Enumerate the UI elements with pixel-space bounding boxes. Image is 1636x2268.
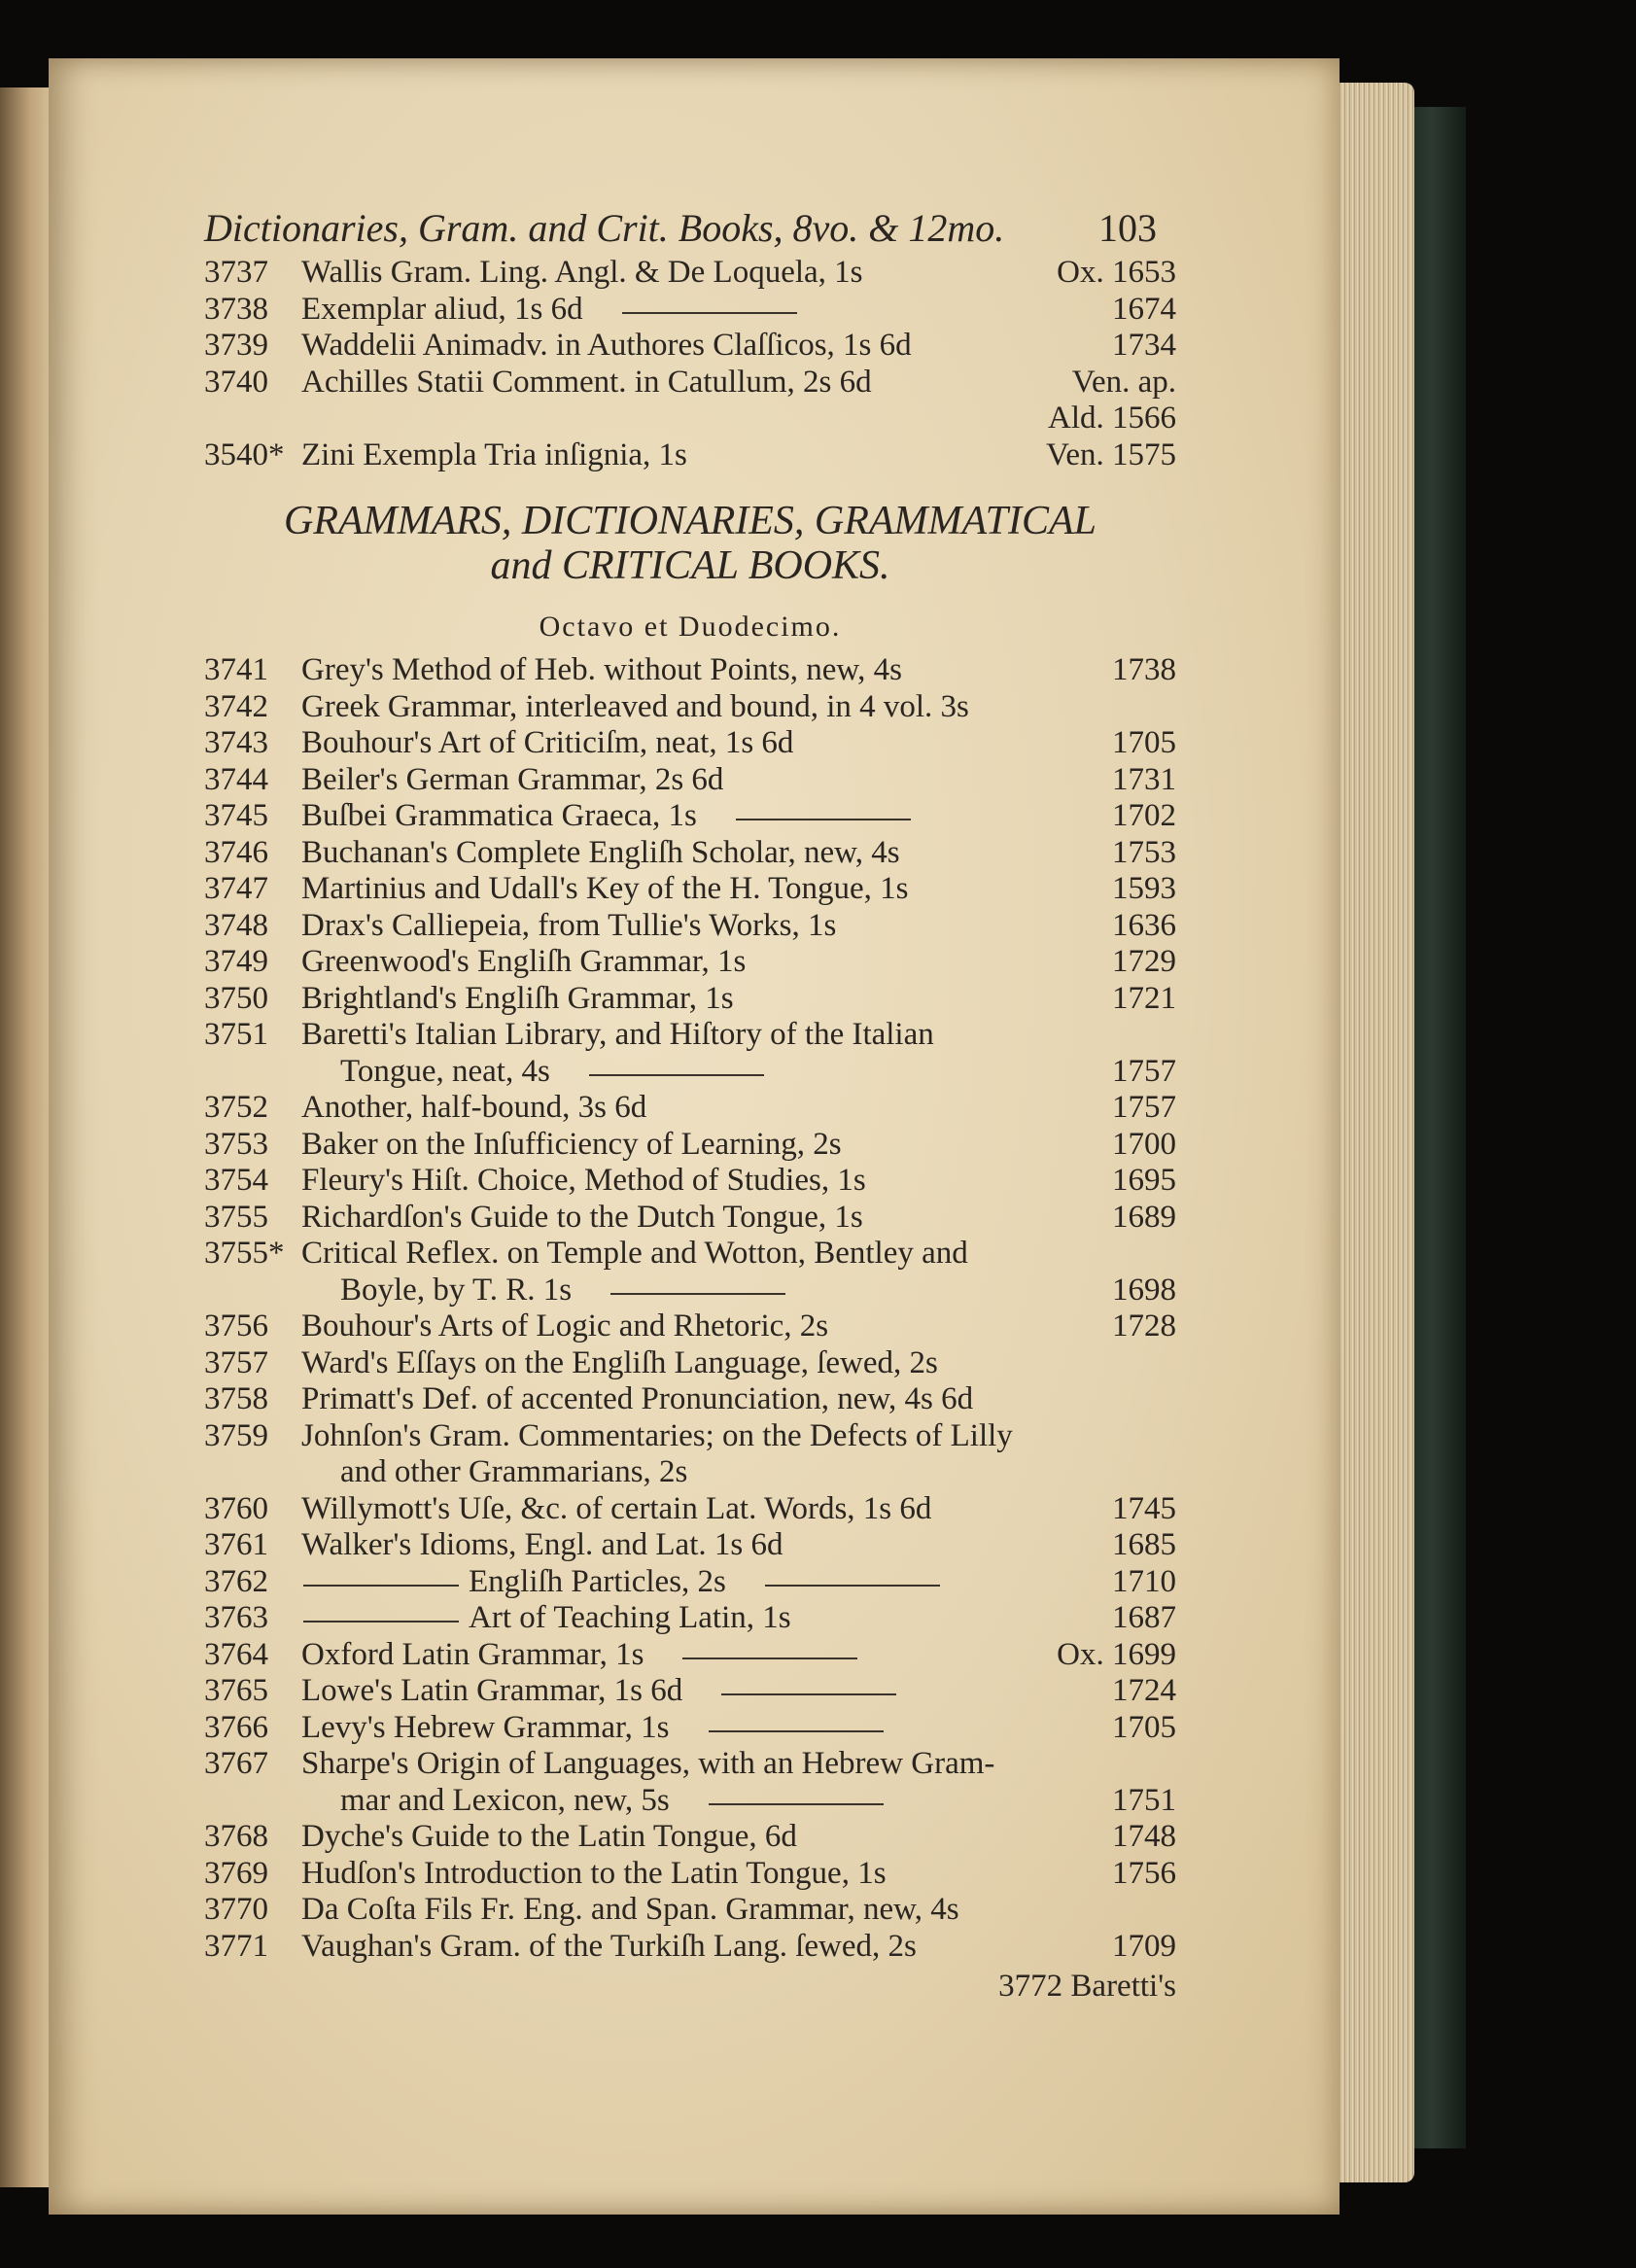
section-heading: [204, 499, 1176, 588]
entry-number: 3746: [204, 834, 268, 870]
catalogue-entry: [204, 1054, 1176, 1091]
entry-title: Critical Reflex. on Temple and Wotton, Bentley and: [301, 1236, 968, 1271]
catalogue-entry: [204, 762, 1176, 799]
catalogue-entry: [204, 1892, 1176, 1929]
entry-title: Oxford Latin Grammar, 1s: [301, 1636, 644, 1672]
ditto-rule: [709, 1730, 884, 1732]
entry-date: 1700: [1112, 1126, 1176, 1162]
catalogue-entry: [204, 292, 1176, 329]
catalogue-entry: [204, 1929, 1176, 1966]
entry-title: Primatt's Def. of accented Pronunciation, new, 4s 6d: [301, 1381, 974, 1416]
catalogue-entry: [204, 689, 1176, 726]
entry-date: 1753: [1112, 834, 1176, 870]
ditto-rule: [765, 1585, 940, 1587]
entry-number: 3745: [204, 798, 268, 833]
entry-number: 3765: [204, 1673, 268, 1708]
entry-number: 3749: [204, 944, 268, 979]
leader-rule: [303, 1585, 459, 1587]
entry-number: 3739: [204, 328, 268, 363]
entry-date: 1724: [1112, 1673, 1176, 1708]
catalogue-entry: [204, 1163, 1176, 1200]
entry-number: 3743: [204, 725, 268, 760]
entry-title: Art of Teaching Latin, 1s: [469, 1600, 791, 1635]
entry-date: 1636: [1112, 907, 1176, 943]
catalogue-entry: [204, 1491, 1176, 1528]
entry-number: 3760: [204, 1490, 268, 1526]
catalogue-entry: [204, 1127, 1176, 1164]
catalogue-entry: [204, 255, 1176, 292]
entry-date: 1748: [1112, 1819, 1176, 1854]
ditto-rule: [736, 819, 911, 820]
catalogue-entry: [204, 1236, 1176, 1273]
entry-date: 1710: [1112, 1563, 1176, 1599]
entry-number: 3755: [204, 1199, 268, 1235]
entry-number: 3540*: [204, 436, 285, 472]
entry-title: Another, half-bound, 3s 6d: [301, 1090, 647, 1125]
entry-date: 1738: [1112, 652, 1176, 687]
catalogue-entry: [204, 1819, 1176, 1856]
catchword: 3772 Baretti's: [998, 1969, 1176, 2004]
catalogue-entry: [204, 1090, 1176, 1127]
entry-date: 1757: [1112, 1090, 1176, 1125]
entry-title: Baretti's Italian Library, and Hiſtory of the Italian: [301, 1017, 934, 1052]
entry-title: Achilles Statii Comment. in Catullum, 2s 6d: [301, 364, 872, 400]
catalogue-entry: [204, 1673, 1176, 1710]
book-cover: [1408, 107, 1466, 2148]
catalogue-entry: [204, 1381, 1176, 1418]
entry-title: Bouhour's Arts of Logic and Rhetoric, 2s: [301, 1308, 829, 1343]
entry-date: Ven. 1575: [1046, 436, 1176, 472]
entry-date: 1698: [1112, 1272, 1176, 1308]
catalogue-entry: [204, 652, 1176, 689]
entry-number: 3758: [204, 1381, 268, 1416]
ditto-rule: [610, 1293, 785, 1295]
entry-number: 3769: [204, 1855, 268, 1891]
entry-date: 1731: [1112, 761, 1176, 797]
running-head: [204, 202, 1157, 255]
entry-number: 3740: [204, 364, 268, 400]
ditto-rule: [622, 312, 797, 314]
entry-title: Baker on the Inſufficiency of Learning, 2s: [301, 1126, 842, 1162]
entry-number: 3742: [204, 688, 268, 724]
entry-number: 3764: [204, 1636, 268, 1672]
page-text: [204, 202, 1176, 2007]
entry-number: 3761: [204, 1527, 268, 1562]
entry-title: Greenwood's Engliſh Grammar, 1s: [301, 944, 747, 979]
page-number: 103: [1098, 206, 1157, 250]
entry-number: 3771: [204, 1928, 268, 1964]
entry-title: Dyche's Guide to the Latin Tongue, 6d: [301, 1819, 797, 1854]
catalogue-entry: [204, 1564, 1176, 1601]
catalogue-entry: [204, 981, 1176, 1018]
ditto-rule: [682, 1657, 857, 1659]
entry-number: 3753: [204, 1126, 268, 1162]
entry-title: Exemplar aliud, 1s 6d: [301, 291, 583, 327]
entry-date: 1687: [1112, 1600, 1176, 1635]
pre-entry-list: [204, 255, 1176, 473]
entry-number: 3750: [204, 980, 268, 1016]
entry-title: Greek Grammar, interleaved and bound, in 4 vol. 3s: [301, 688, 969, 724]
section-heading-line1: GRAMMARS, DICTIONARIES, GRAMMATICAL: [284, 499, 1096, 543]
entry-number: 3755*: [204, 1236, 285, 1271]
entry-title: Fleury's Hiſt. Choice, Method of Studies, 1s: [301, 1163, 866, 1198]
entry-date: 1734: [1112, 328, 1176, 363]
catalogue-entry: [204, 1637, 1176, 1674]
entry-date: 1593: [1112, 871, 1176, 906]
entry-title: Willymott's Uſe, &c. of certain Lat. Words, 1s 6d: [301, 1490, 932, 1526]
entry-title: Buſbei Grammatica Graeca, 1s: [301, 798, 697, 833]
entry-title: Martinius and Udall's Key of the H. Tongue, 1s: [301, 871, 909, 906]
entry-number: 3770: [204, 1892, 268, 1927]
catalogue-entry: [204, 437, 1176, 474]
entry-date: 1729: [1112, 944, 1176, 979]
catalogue-entry: [204, 365, 1176, 401]
ditto-rule: [721, 1693, 896, 1695]
entry-date: 1705: [1112, 725, 1176, 760]
entry-title: Walker's Idioms, Engl. and Lat. 1s 6d: [301, 1527, 783, 1562]
running-head-title: Dictionaries, Gram. and Crit. Books, 8vo. & 12mo.: [204, 206, 1005, 250]
entry-number: 3768: [204, 1819, 268, 1854]
entry-title: Da Coſta Fils Fr. Eng. and Span. Grammar, new, 4s: [301, 1892, 959, 1927]
entry-number: 3748: [204, 907, 268, 943]
entry-date: 1721: [1112, 980, 1176, 1016]
catalogue-entry: [204, 1746, 1176, 1783]
entry-title: Engliſh Particles, 2s: [469, 1563, 726, 1599]
catalogue-entry: [204, 1017, 1176, 1054]
entry-date: Ald. 1566: [1048, 401, 1176, 436]
catalogue-entry: [204, 798, 1176, 835]
catalogue-entry: [204, 835, 1176, 872]
entry-date: 1674: [1112, 291, 1176, 327]
entry-title: Richardſon's Guide to the Dutch Tongue, 1s: [301, 1199, 863, 1235]
section-subheading: Octavo et Duodecimo.: [539, 611, 842, 643]
entry-date: 1709: [1112, 1928, 1176, 1964]
entry-number: 3738: [204, 291, 268, 327]
entry-title: Drax's Calliepeia, from Tullie's Works, 1s: [301, 907, 837, 943]
catalogue-entry: [204, 1783, 1176, 1820]
entry-title: Brightland's Engliſh Grammar, 1s: [301, 980, 734, 1016]
catalogue-entry: [204, 1418, 1176, 1455]
entry-date: 1705: [1112, 1709, 1176, 1745]
entry-list: [204, 652, 1176, 1965]
entry-date: 1702: [1112, 798, 1176, 833]
entry-date: 1685: [1112, 1527, 1176, 1562]
catalogue-entry: [204, 1345, 1176, 1382]
entry-date: 1745: [1112, 1490, 1176, 1526]
entry-title: Levy's Hebrew Grammar, 1s: [301, 1709, 670, 1745]
catalogue-entry: [204, 1454, 1176, 1491]
entry-number: 3759: [204, 1417, 268, 1453]
entry-number: 3762: [204, 1563, 268, 1599]
section-heading-line2: and CRITICAL BOOKS.: [490, 543, 890, 588]
entry-title: Boyle, by T. R. 1s: [340, 1272, 573, 1308]
entry-number: 3756: [204, 1308, 268, 1343]
entry-date: 1689: [1112, 1199, 1176, 1235]
facing-page-edge: [0, 87, 54, 2187]
catalogue-entry: [204, 1527, 1176, 1564]
entry-date: 1751: [1112, 1782, 1176, 1818]
catalogue-page: [49, 58, 1340, 2215]
page-block-edge: [1327, 83, 1414, 2182]
entry-title: Lowe's Latin Grammar, 1s 6d: [301, 1673, 683, 1708]
entry-date: 1695: [1112, 1163, 1176, 1198]
catalogue-entry: [204, 871, 1176, 908]
entry-title: Grey's Method of Heb. without Points, new, 4s: [301, 652, 902, 687]
entry-number: 3767: [204, 1746, 268, 1781]
entry-number: 3754: [204, 1163, 268, 1198]
catalogue-entry: [204, 908, 1176, 945]
entry-title: Wallis Gram. Ling. Angl. & De Loquela, 1s: [301, 255, 863, 290]
entry-date: Ven. ap.: [1071, 364, 1176, 400]
entry-number: 3766: [204, 1709, 268, 1745]
entry-title: Zini Exempla Tria inſignia, 1s: [301, 436, 687, 472]
entry-title: mar and Lexicon, new, 5s: [340, 1782, 670, 1818]
catalogue-entry: [204, 1710, 1176, 1747]
entry-title: Bouhour's Art of Criticiſm, neat, 1s 6d: [301, 725, 794, 760]
entry-number: 3751: [204, 1017, 268, 1052]
entry-title: Buchanan's Complete Engliſh Scholar, new, 4s: [301, 834, 900, 870]
entry-title: Beiler's German Grammar, 2s 6d: [301, 761, 724, 797]
entry-date: Ox. 1653: [1057, 255, 1176, 290]
ditto-rule: [589, 1074, 764, 1076]
entry-number: 3737: [204, 255, 268, 290]
catalogue-entry: [204, 1600, 1176, 1637]
leader-rule: [303, 1621, 459, 1622]
entry-number: 3741: [204, 652, 268, 687]
entry-title: and other Grammarians, 2s: [340, 1454, 688, 1489]
catalogue-entry: [204, 725, 1176, 762]
entry-number: 3744: [204, 761, 268, 797]
catalogue-entry: [204, 401, 1176, 437]
entry-title: Ward's Eſſays on the Engliſh Language, ſewed, 2s: [301, 1344, 938, 1380]
entry-date: 1728: [1112, 1308, 1176, 1343]
entry-date: 1757: [1112, 1053, 1176, 1089]
entry-title: Sharpe's Origin of Languages, with an Hebrew Gram-: [301, 1746, 995, 1781]
catalogue-entry: [204, 1308, 1176, 1345]
entry-title: Johnſon's Gram. Commentaries; on the Defects of Lilly: [301, 1417, 1013, 1453]
entry-number: 3757: [204, 1344, 268, 1380]
catalogue-entry: [204, 1273, 1176, 1309]
catalogue-entry: [204, 328, 1176, 365]
entry-title: Waddelii Animadv. in Authores Claſſicos, 1s 6d: [301, 328, 912, 363]
entry-number: 3763: [204, 1600, 268, 1635]
catalogue-entry: [204, 944, 1176, 981]
entry-date: Ox. 1699: [1057, 1636, 1176, 1672]
entry-title: Vaughan's Gram. of the Turkiſh Lang. ſewed, 2s: [301, 1928, 917, 1964]
catalogue-entry: [204, 1200, 1176, 1237]
entry-date: 1756: [1112, 1855, 1176, 1891]
entry-title: Tongue, neat, 4s: [340, 1053, 550, 1089]
entry-number: 3752: [204, 1090, 268, 1125]
catalogue-entry: [204, 1856, 1176, 1893]
ditto-rule: [709, 1803, 884, 1805]
entry-title: Hudſon's Introduction to the Latin Tongue, 1s: [301, 1855, 887, 1891]
entry-number: 3747: [204, 871, 268, 906]
